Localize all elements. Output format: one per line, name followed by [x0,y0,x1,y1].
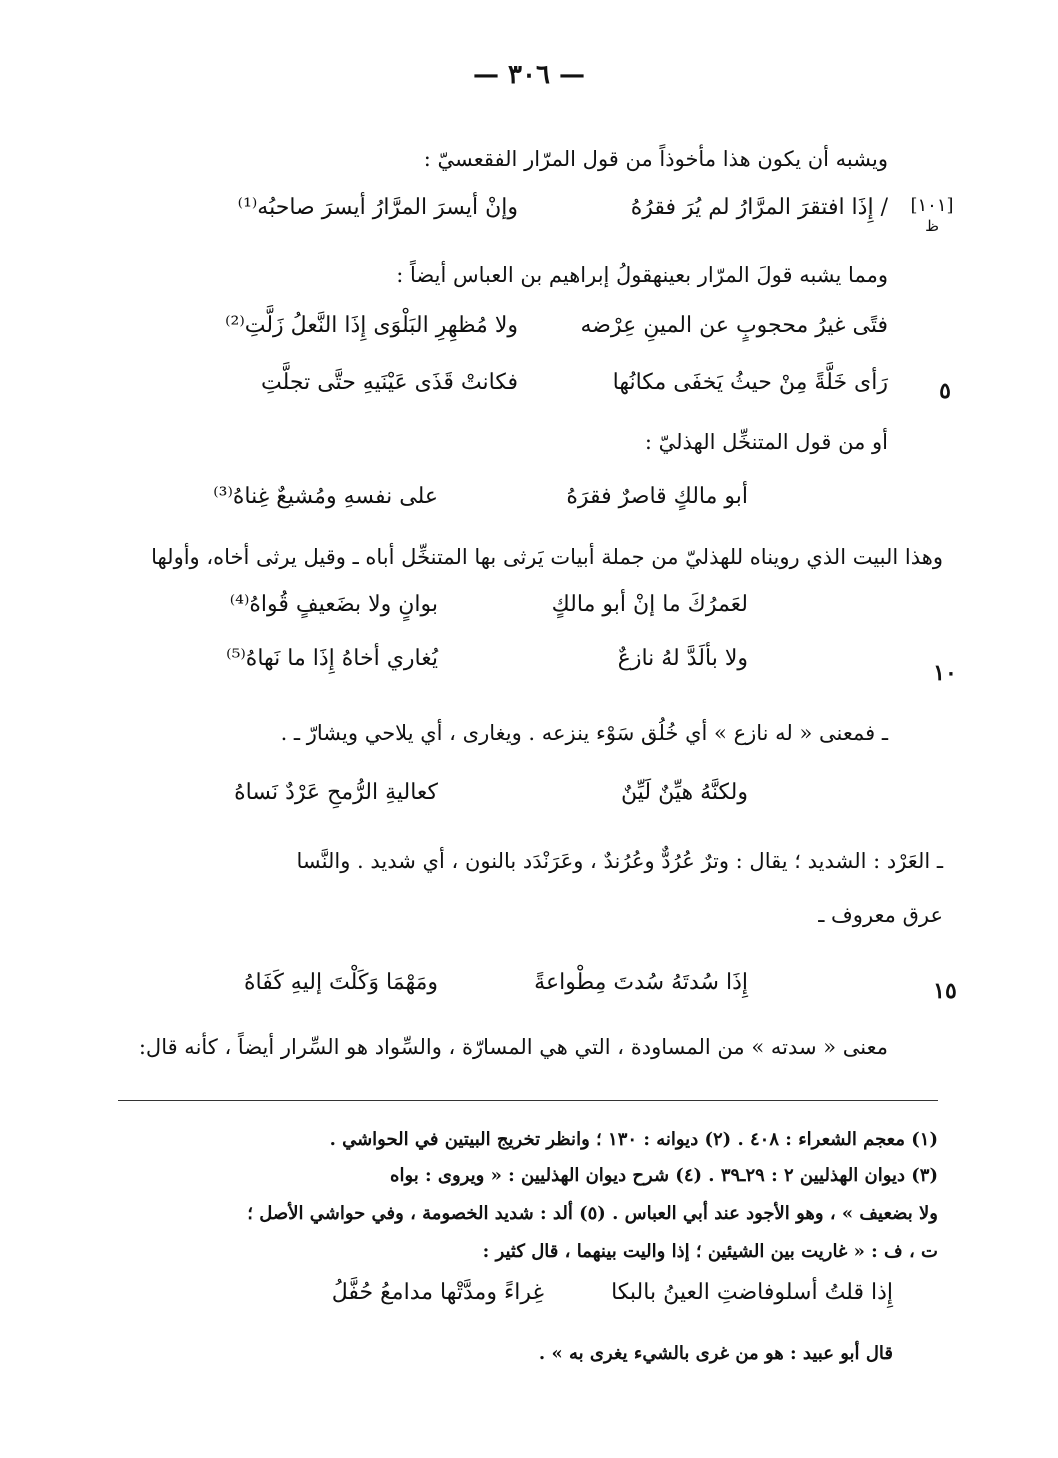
footnote-divider [118,1100,938,1101]
verse-hemistich-first: إِذَا سُدتَهُ سُدتَ مِطْواعةً [534,970,748,995]
verse-hemistich-first: ولا بألَدَّ لهُ نازعٌ [617,646,748,671]
verse-hemistich-second: وإنْ أيسرَ المرَّارُ أيسرَ صاحبُه⁽¹⁾ [237,195,518,220]
verse-hemistich-first: إِذا قلتُ أسلوفاضتِ العينُ بالبكا [611,1280,893,1305]
footnote-verse [332,1280,893,1305]
verse-hemistich-first: رَأى خَلَّةً مِنْ حيثُ يَخفَى مكانُها [612,370,888,395]
prose-line: عرق معروف ـ [818,903,943,927]
folio-number: [١٠١] [910,195,954,216]
footnote-line: قال أبو عبيد : هو من غرى بالشيء يغرى به » . [538,1343,893,1364]
footnote-line: ت ، ف : « غاريت بين الشيئين ؛ إذا واليت بينهما ، قال كثير : [482,1241,938,1262]
page-number: — ٣٠٦ — [472,60,586,90]
verse-hemistich-second: غِراءً ومدَّتْها مدامعُ حُفَّلُ [331,1280,545,1305]
margin-folio-reference [902,196,962,236]
verse-hemistich-first: فتًى غيرُ محجوبٍ عن المينِ عِرْضه [580,313,888,338]
verse-line [160,592,888,632]
verse-line [160,370,888,410]
folio-side: ظ [925,217,939,235]
line-number: ٥ [939,378,951,404]
verse-hemistich-second: يُغاري أخاهُ إِذَا ما نَهاهُ⁽⁵⁾ [226,646,438,671]
verse-hemistich-second: على نفسهِ ومُشيعٌ غِناهُ⁽³⁾ [213,484,438,509]
line-number: ١٥ [933,978,957,1004]
prose-line: ويشبه أن يكون هذا مأخوذاً من قول المرّار الفقعسيّ : [423,147,888,171]
prose-line: ومما يشبه قولَ المرّار بعينهقولُ إبراهيم بن العباس أيضاً : [396,263,888,287]
verse-hemistich-first: / إِذَا افتقرَ المرَّارُ لم يُرَ فقرُهُ [630,195,888,220]
prose-line: أو من قول المتنخِّل الهذليّ : [644,430,888,454]
line-number: ١٠ [933,660,957,686]
verse-hemistich-first: ولكنَّهُ هيِّنٌ لَيِّنٌ [621,780,748,805]
verse-line [160,780,888,820]
verse-hemistich-first: لعَمرُكَ ما إنْ أبو مالكٍ [551,592,748,617]
footnote-line: (١) معجم الشعراء : ٤٠٨ . (٢) ديوانه : ١٣٠ ؛ وانظر تخريج البيتين في الحواشي . [329,1129,938,1150]
footnote-line: ولا بضعيف » ، وهو الأجود عند أبي العباس . (٥) ألد : شديد الخصومة ، وفي حواشي الأصل ؛ [247,1203,938,1224]
verse-line [160,195,888,235]
footnote-line: (٣) ديوان الهذليين ٢ : ٢٩ـ٣٩ . (٤) شرح ديوان الهذليين : « ويروى : بواه [390,1165,938,1186]
prose-line: ـ فمعنى « له نازع » أي خُلُق سَوْء ينزعه . ويغارى ، أي يلاحي ويشارّ ـ . [280,721,888,745]
verse-hemistich-second: ولا مُظهِرِ البَلْوَى إِذَا النَّعلُ زَلَّتِ⁽²⁾ [225,313,518,338]
verse-line [160,646,888,686]
verse-line [160,970,888,1010]
verse-line [160,313,888,353]
verse-hemistich-second: ومَهْمَا وَكَلْتَ إليهِ كَفَاهُ [243,970,438,995]
prose-line: معنى « سدته » من المساودة ، التي هي المسارّة ، والسِّواد هو السِّرار أيضاً ، كأنه قال: [138,1035,888,1059]
prose-line: ـ العَرْد : الشديد ؛ يقال : وترٌ عُرُدٌّ وعُرُندٌ ، وعَرَنْدَد بالنون ، أي شديد . والنَّسا [296,849,943,873]
verse-line [160,484,888,524]
verse-hemistich-second: بوانٍ ولا بضَعيفٍ قُواهُ⁽⁴⁾ [229,592,438,617]
verse-hemistich-first: أبو مالكٍ قاصرٌ فقرَهُ [566,484,748,509]
verse-hemistich-second: فكانتْ قَذَى عَيْنَيهِ حتَّى تجلَّتِ [261,370,518,395]
prose-line: وهذا البيت الذي رويناه للهذليّ من جملة أبيات يَرثى بها المتنخِّل أباه ـ وقيل يرثى أخاه، وأولها [151,545,943,569]
verse-hemistich-second: كعاليةِ الرُّمحِ عَرْدٌ نَساهُ [234,780,438,805]
